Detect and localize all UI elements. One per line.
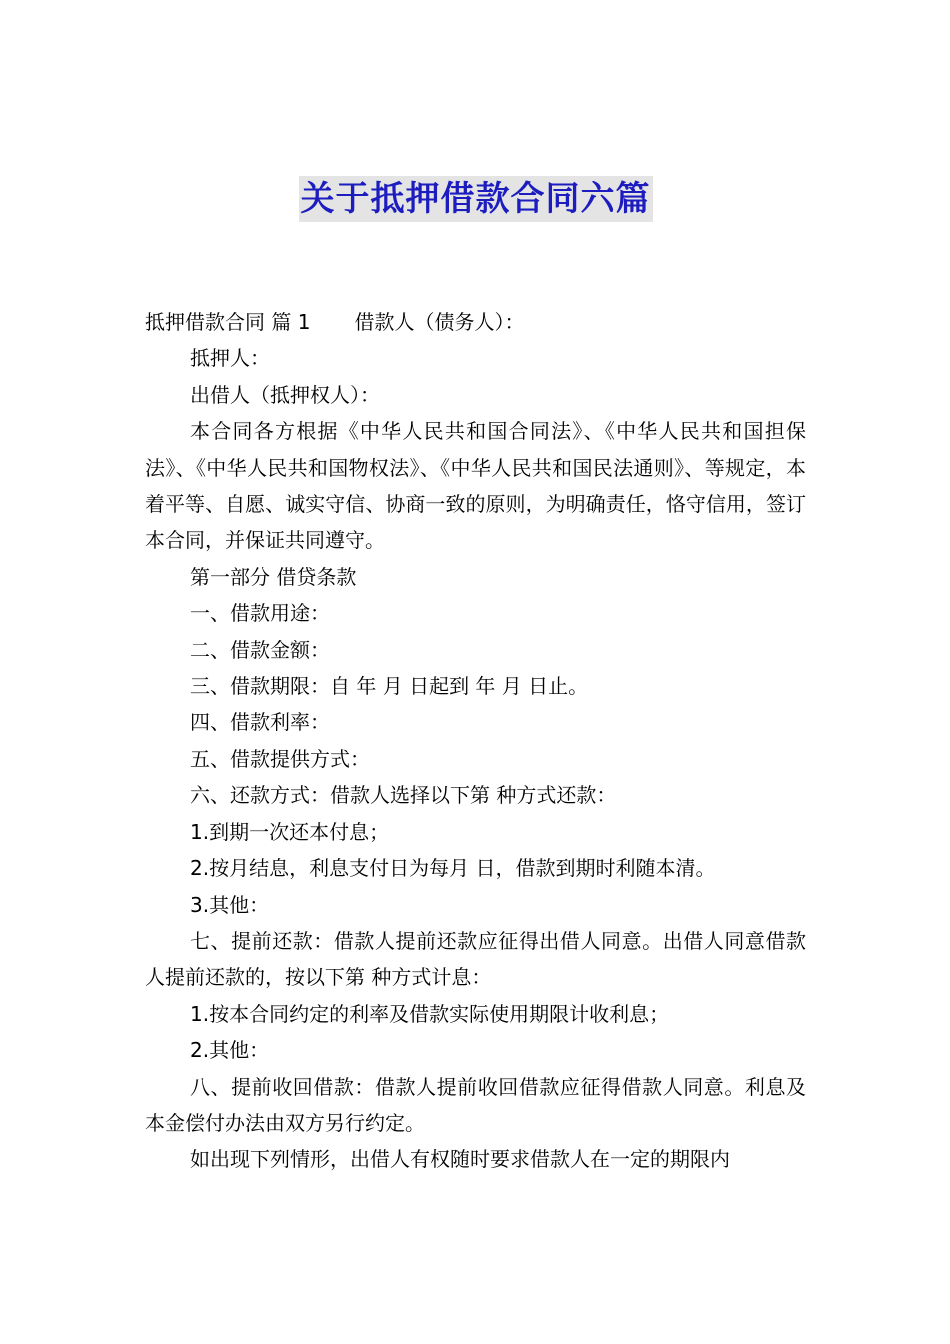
paragraph: 二、借款金额：	[190, 637, 330, 662]
paragraph: 八、提前收回借款：借款人提前收回借款应征得借款人同意。利息及本金偿付办法由双方另行约定。	[145, 1074, 806, 1135]
paragraph-header	[145, 304, 806, 340]
paragraph: 六、还款方式：借款人选择以下第 种方式还款：	[190, 783, 617, 808]
paragraph: 三、借款期限：自 年 月 日起到 年 月 日止。	[190, 674, 589, 699]
paragraph: 3.其他：	[190, 892, 270, 917]
paragraph: 抵押人：	[190, 346, 270, 371]
paragraph: 1.按本合同约定的利率及借款实际使用期限计收利息；	[190, 1001, 670, 1026]
paragraph: 2.其他：	[190, 1038, 270, 1063]
section-label: 抵押借款合同 篇 1	[145, 310, 311, 334]
paragraph: 2.按月结息，利息支付日为每月 日，借款到期时利随本清。	[190, 856, 716, 881]
paragraph: 七、提前还款：借款人提前还款应征得出借人同意。出借人同意借款人提前还款的，按以下第 种方式计息：	[145, 928, 806, 990]
paragraph: 如出现下列情形，出借人有权随时要求借款人在一定的期限内	[190, 1147, 730, 1172]
paragraph: 五、借款提供方式：	[190, 746, 370, 771]
title-container	[145, 0, 806, 222]
document-title: 关于抵押借款合同六篇	[299, 176, 653, 222]
document-body	[145, 304, 806, 1178]
paragraph: 四、借款利率：	[190, 710, 330, 735]
paragraph-text: 借款人（债务人）：	[354, 310, 525, 334]
paragraph: 1.到期一次还本付息；	[190, 819, 390, 844]
paragraph: 本合同各方根据《中华人民共和国合同法》、《中华人民共和国担保法》、《中华人民共和国物权法》、《中华人民共和国民法通则》、等规定，本着平等、自愿、诚实守信、协商一致的原则，为明确责任，恪守信用，签订本合同，并保证共同遵守。	[145, 419, 806, 553]
paragraph: 出借人（抵押权人）：	[190, 382, 380, 407]
paragraph: 一、借款用途：	[190, 601, 330, 626]
paragraph: 第一部分 借贷条款	[190, 564, 357, 589]
